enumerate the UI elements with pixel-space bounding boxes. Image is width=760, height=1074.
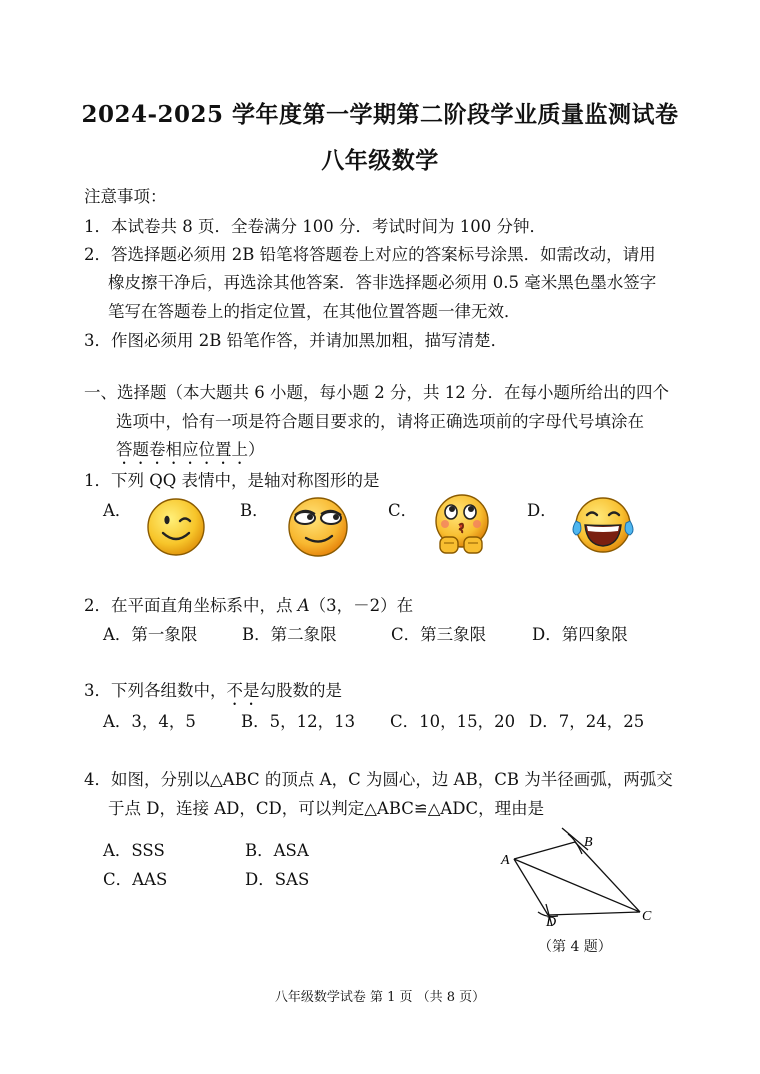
segment-dc (548, 912, 640, 915)
q2-stem: 2．在平面直角坐标系中，点 A（3，－2）在 (84, 596, 414, 615)
label-c: C (642, 909, 652, 924)
q2-option-b: B．第二象限 (242, 625, 337, 644)
section1-line3: 答题卷相应位置上） (116, 440, 265, 459)
exam-title: 2024-2025 学年度第一学期第二阶段学业质量监测试卷 (81, 101, 679, 128)
segment-ad (514, 859, 548, 915)
q2-option-c: C．第三象限 (391, 625, 487, 644)
q4-option-d: D．SAS (245, 870, 310, 889)
q4-stem-line2: 于点 D，连接 AD，CD，可以判定△ABC≌△ADC，理由是 (108, 799, 545, 818)
note-item-1: 1．本试卷共 8 页．全卷满分 100 分．考试时间为 100 分钟． (84, 217, 546, 236)
q1-option-b: B． (240, 501, 269, 520)
q4-figure-caption: （第 4 题） (538, 939, 612, 955)
label-b: B (584, 835, 593, 850)
wink-emoji-icon (146, 497, 206, 557)
q1-option-c: C． (388, 501, 418, 520)
segment-ac (514, 859, 640, 912)
q3-option-c: C．10，15，20 (390, 712, 516, 731)
segment-bc (575, 842, 640, 912)
note-item-2-cont-1: 橡皮擦干净后，再选涂其他答案．答非选择题必须用 0.5 毫米黑色墨水签字 (108, 273, 657, 292)
segment-ab (514, 842, 575, 859)
q1-option-d: D． (527, 501, 557, 520)
note-item-2: 2．答选择题必须用 2B 铅笔将答题卷上对应的答案标号涂黑．如需改动，请用 (84, 245, 656, 264)
q4-option-a: A．SSS (103, 841, 165, 860)
q3-stem: 3．下列各组数中，不是勾股数的是 (84, 681, 342, 700)
q4-option-c: C．AAS (103, 870, 168, 889)
note-item-2-cont-2: 笔写在答题卷上的指定位置，在其他位置答题一律无效． (108, 302, 521, 321)
q3-emphasis: 不是 (226, 681, 260, 700)
q3-option-b: B．5，12，13 (241, 712, 356, 731)
q4-stem-line1: 4．如图，分别以△ABC 的顶点 A，C 为圆心，边 AB，CB 为半径画弧，两弧交 (84, 770, 673, 789)
label-a: A (501, 853, 510, 868)
q3-option-d: D．7，24，25 (529, 712, 645, 731)
section1-line1: 一、选择题（本大题共 6 小题，每小题 2 分，共 12 分．在每小题所给出的四个 (84, 383, 669, 402)
q4-geometry-figure (490, 820, 670, 930)
q2-option-a: A．第一象限 (103, 625, 198, 644)
q2-option-d: D．第四象限 (532, 625, 628, 644)
notes-heading: 注意事项： (84, 187, 167, 206)
q4-option-b: B．ASA (245, 841, 309, 860)
q3-option-a: A．3，4，5 (103, 712, 196, 731)
exam-subtitle: 八年级数学 (321, 147, 439, 174)
thinking-kiss-emoji-icon (430, 493, 494, 557)
label-d: D (546, 915, 557, 930)
laughing-tears-emoji-icon (570, 495, 636, 557)
section1-line2: 选项中，恰有一项是符合题目要求的，请将正确选项前的字母代号填涂在 (116, 412, 644, 431)
section1-emphasis: 答题卷相应位置上 (116, 440, 248, 459)
q1-stem: 1．下列 QQ 表情中，是轴对称图形的是 (84, 471, 380, 490)
q1-option-a: A． (103, 501, 132, 520)
smirk-emoji-icon (286, 494, 350, 558)
note-item-3: 3．作图必须用 2B 铅笔作答，并请加黑加粗，描写清楚． (84, 331, 508, 350)
page-footer: 八年级数学试卷 第 1 页 （共 8 页） (274, 990, 486, 1005)
